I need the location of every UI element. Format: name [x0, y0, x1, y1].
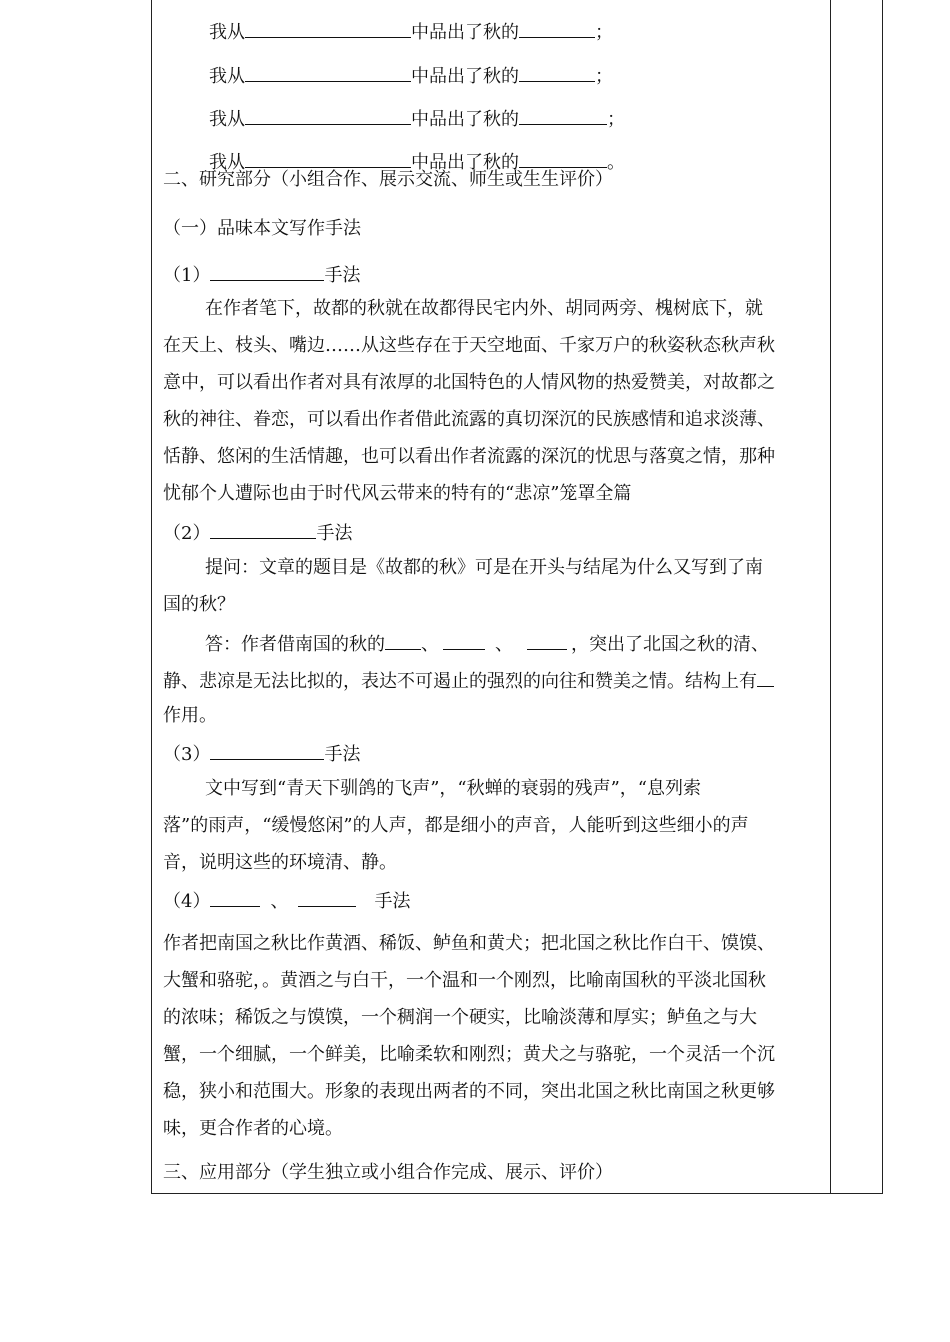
item-4-heading: （4） 、 手法	[163, 888, 410, 913]
para4-line: 蟹，一个细腻，一个鲜美，比喻柔软和刚烈；黄犬之与骆驼，一个灵活一个沉	[163, 1044, 775, 1065]
blank-field[interactable]	[519, 63, 595, 82]
blank-field[interactable]	[385, 631, 421, 650]
blank-field[interactable]	[210, 888, 260, 907]
blank-field[interactable]	[210, 741, 324, 760]
blank-field[interactable]	[298, 888, 356, 907]
blank-field[interactable]	[519, 106, 607, 125]
blank-field[interactable]	[245, 63, 411, 82]
blank-field[interactable]	[443, 631, 485, 650]
para4-line: 味，更合作者的心境。	[163, 1118, 343, 1139]
fill-line-1: 我从 中品出了秋的 ；	[209, 19, 613, 44]
item-1-heading: （1） 手法	[163, 262, 360, 287]
fill-line-middle: 中品出了秋的	[411, 66, 519, 87]
para1-line: 意中，可以看出作者对具有浓厚的北国特色的人情风物的热爱赞美，对故都之	[163, 372, 775, 393]
blank-field[interactable]	[527, 631, 567, 650]
para4-line: 作者把南国之秋比作黄酒、稀饭、鲈鱼和黄犬；把北国之秋比作白干、馍馍、	[163, 933, 775, 954]
subsection-heading-1: （一）品味本文写作手法	[163, 218, 361, 239]
para3-line: 落”的雨声，“缓慢悠闲”的人声，都是细小的声音，人能听到这些细小的声	[163, 815, 749, 836]
para3-line: 文中写到“青天下驯鸽的飞声”，“秋蝉的衰弱的残声”，“息列索	[205, 778, 702, 799]
blank-field[interactable]	[519, 149, 607, 168]
para1-line: 秋的神往、眷恋，可以看出作者借此流露的真切深沉的民族感情和追求淡薄、	[163, 409, 775, 430]
fill-line-2: 我从 中品出了秋的 ；	[209, 63, 613, 88]
answer-line-2: 静、悲凉是无法比拟的，表达不可遏止的强烈的向往和赞美之情。结构上有	[163, 668, 774, 693]
para4-line: 稳，狭小和范围大。形象的表现出两者的不同，突出北国之秋比南国之秋更够	[163, 1081, 775, 1102]
blank-field[interactable]	[519, 19, 595, 38]
para1-line: 忧郁个人遭际也由于时代风云带来的特有的“悲凉”笼罩全篇	[163, 483, 632, 504]
blank-field[interactable]	[245, 106, 411, 125]
question-line: 提问：文章的题目是《故都的秋》可是在开头与结尾为什么又写到了南	[205, 557, 763, 578]
answer-line-1: 答：作者借南国的秋的 、 、 ，突出了北国之秋的清、	[205, 631, 769, 656]
item-2-heading: （2） 手法	[163, 520, 352, 545]
question-line: 国的秋？	[163, 594, 235, 615]
fill-line-3: 我从 中品出了秋的 ；	[209, 106, 625, 131]
para4-line: 的浓味；稀饭之与馍馍，一个稠润一个硬实，比喻淡薄和厚实；鲈鱼之与大	[163, 1007, 757, 1028]
fill-line-middle: 中品出了秋的	[411, 22, 519, 43]
table-column-divider	[830, 0, 831, 1194]
para1-line: 在天上、枝头、嘴边……从这些存在于天空地面、千家万户的秋姿秋态秋声秋	[163, 335, 775, 356]
blank-field[interactable]	[245, 149, 411, 168]
fill-line-prefix: 我从	[209, 66, 245, 87]
fill-line-prefix: 我从	[209, 22, 245, 43]
fill-line-prefix: 我从	[209, 109, 245, 130]
fill-line-prefix: 我从	[209, 152, 245, 173]
blank-field[interactable]	[210, 262, 324, 281]
blank-field[interactable]	[757, 668, 774, 687]
para3-line: 音，说明这些的环境清、静。	[163, 852, 397, 873]
para1-line: 在作者笔下，故都的秋就在故都得民宅内外、胡同两旁、槐树底下，就	[205, 298, 763, 319]
blank-field[interactable]	[245, 19, 411, 38]
section-heading-2: 二、研究部分（小组合作、展示交流、师生或生生评价）	[163, 169, 613, 190]
section-heading-3: 三、应用部分（学生独立或小组合作完成、展示、评价）	[163, 1162, 613, 1183]
fill-line-middle: 中品出了秋的	[411, 109, 519, 130]
para4-line: 大蟹和骆驼，。黄酒之与白干，一个温和一个刚烈，比喻南国秋的平淡北国秋	[163, 970, 766, 991]
fill-line-4: 我从 中品出了秋的 。	[209, 149, 625, 174]
para1-line: 恬静、悠闲的生活情趣，也可以看出作者流露的深沉的忧思与落寞之情，那种	[163, 446, 775, 467]
item-3-heading: （3） 手法	[163, 741, 360, 766]
blank-field[interactable]	[210, 520, 316, 539]
fill-line-middle: 中品出了秋的	[411, 152, 519, 173]
answer-line-3: 作用。	[163, 705, 217, 726]
